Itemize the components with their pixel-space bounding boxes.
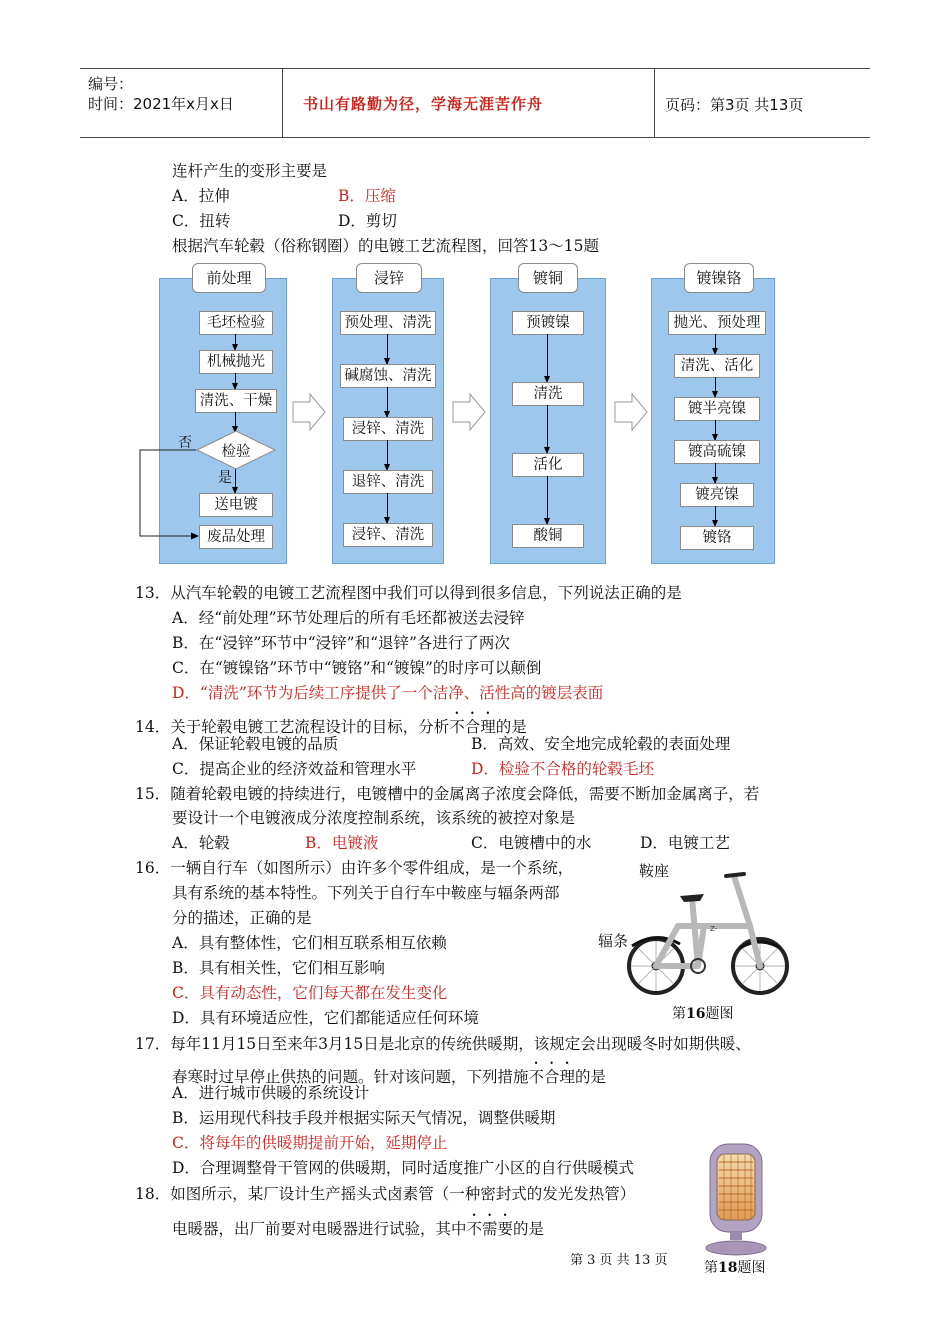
q15-option-b: B．电镀液 xyxy=(305,834,379,852)
q12-option-c: C．扭转 xyxy=(172,212,231,230)
q12-option-b: B．压缩 xyxy=(338,187,396,205)
nickel-step-2: 清洗、活化 xyxy=(674,354,760,378)
nickel-step-4: 镀高硫镍 xyxy=(674,440,760,464)
q14-option-a: A．保证轮毂电镀的品质 xyxy=(172,735,339,753)
bicycle-image xyxy=(618,868,790,1000)
q13-option-b: B．在“浸锌”环节中“浸锌”和“退锌”各进行了两次 xyxy=(172,634,510,652)
halogen-heater-image xyxy=(702,1140,770,1258)
q16-stem-line2: 具有系统的基本特性。下列关于自行车中鞍座与辐条两部 xyxy=(172,884,560,902)
nickel-step-3: 镀半亮镍 xyxy=(674,397,760,421)
q16-option-c: C．具有动态性，它们每天都在发生变化 xyxy=(172,984,448,1002)
q17-option-d: D．合理调整骨干管网的供暖期，同时适度推广小区的自行供暖模式 xyxy=(172,1159,634,1177)
q17-stem-line1: 17．每年11月15日至来年3月15日是北京的传统供暖期，该规定会出现暖冬时如期供暖、 xyxy=(135,1035,751,1053)
pretreat-step-3: 清洗、干燥 xyxy=(195,389,277,413)
pretreat-step-5: 送电镀 xyxy=(199,493,273,517)
q16-option-a: A．具有整体性，它们相互联系相互依赖 xyxy=(172,934,447,952)
q14-option-b: B．高效、安全地完成轮毂的表面处理 xyxy=(471,735,731,753)
stage-arrow-icon xyxy=(614,392,648,432)
copper-step-4: 酸铜 xyxy=(512,524,584,548)
q17-emphasis: 不合理 xyxy=(528,1068,576,1086)
q13-option-d: D．“清洗”环节为后续工序提供了一个洁净、活性高的镀层表面 xyxy=(172,684,604,702)
q14-stem: 14．关于轮毂电镀工艺流程设计的目标，分析不合理的是 xyxy=(135,718,527,736)
copper-step-2: 清洗 xyxy=(512,382,584,406)
q12-option-d: D．剪切 xyxy=(338,212,397,230)
pretreat-step-4: 检验 xyxy=(221,444,251,460)
header-motto: 书山有路勤为径，学海无涯苦作舟 xyxy=(303,95,544,113)
q13-stem: 13．从汽车轮毂的电镀工艺流程图中我们可以得到很多信息，下列说法正确的是 xyxy=(135,584,682,602)
q15-option-c: C．电镀槽中的水 xyxy=(471,834,592,852)
copper-step-1: 预镀镍 xyxy=(512,311,584,335)
q15-stem-line2: 要设计一个电镀液成分浓度控制系统，该系统的被控对象是 xyxy=(172,809,576,827)
q18-stem-line2: 电暖器，出厂前要对电暖器进行试验，其中不需要的是 xyxy=(172,1220,545,1238)
yes-label: 是 xyxy=(218,470,232,486)
stage-arrow-icon xyxy=(452,392,486,432)
q16-option-b: B．具有相关性，它们相互影响 xyxy=(172,959,385,977)
q15-stem-line1: 15．随着轮毂电镀的持续进行，电镀槽中的金属离子浓度会降低，需要不断加金属离子，若 xyxy=(135,785,760,803)
reject-path-arrow xyxy=(135,446,201,542)
figure-16-caption: 第16题图 xyxy=(672,1006,734,1022)
zinc-step-1: 预处理、清洗 xyxy=(340,311,436,335)
q12-stem-end: 连杆产生的变形主要是 xyxy=(172,162,328,180)
q13-option-c: C．在“镀镍铬”环节中“镀铬”和“镀镍”的时序可以颠倒 xyxy=(172,659,542,677)
q18-emphasis: 不需要 xyxy=(466,1220,514,1238)
q17-stem-line2: 春寒时过早停止供热的问题。针对该问题，下列措施不合理的是 xyxy=(172,1068,607,1086)
q14-option-d: D．检验不合格的轮毂毛坯 xyxy=(471,760,654,778)
page-footer: 第 3 页 共 13 页 xyxy=(570,1253,668,1268)
date-label: 时间：2021年x月x日 xyxy=(88,95,234,113)
q14-emphasis: 不合理 xyxy=(449,718,496,736)
zinc-step-5: 浸锌、清洗 xyxy=(343,523,433,547)
stage-arrow-icon xyxy=(292,392,326,432)
copper-step-3: 活化 xyxy=(512,453,584,477)
zinc-title: 浸锌 xyxy=(356,263,422,293)
q15-option-d: D．电镀工艺 xyxy=(640,834,730,852)
flowchart-prompt: 根据汽车轮毂（俗称钢圈）的电镀工艺流程图，回答13～15题 xyxy=(172,237,599,255)
pretreat-title: 前处理 xyxy=(192,263,266,293)
pretreat-step-2: 机械抛光 xyxy=(199,350,273,374)
figure-18-caption: 第18题图 xyxy=(704,1260,766,1276)
zinc-step-3: 浸锌、清洗 xyxy=(343,417,433,441)
q14-option-c: C．提高企业的经济效益和管理水平 xyxy=(172,760,417,778)
q13-option-a: A．经“前处理”环节处理后的所有毛坯都被送去浸锌 xyxy=(172,609,525,627)
q16-stem-line1: 16．一辆自行车（如图所示）由许多个零件组成，是一个系统， xyxy=(135,859,574,877)
q17-option-a: A．进行城市供暖的系统设计 xyxy=(172,1084,370,1102)
copper-title: 镀铜 xyxy=(518,263,578,293)
saddle-label: 鞍座 xyxy=(639,862,670,880)
nickel-step-1: 抛光、预处理 xyxy=(668,311,766,335)
q16-option-d: D．具有环境适应性，它们都能适应任何环境 xyxy=(172,1009,479,1027)
q16-stem-line3: 分的描述，正确的是 xyxy=(172,909,312,927)
page-header xyxy=(80,68,870,138)
q17-option-c: C．将每年的供暖期提前开始，延期停止 xyxy=(172,1134,448,1152)
q12-option-a: A．拉伸 xyxy=(172,187,230,205)
page-number-label: 页码：第3页 共13页 xyxy=(665,96,804,114)
pretreat-step-6: 废品处理 xyxy=(199,525,273,549)
svg-text:Z-: Z- xyxy=(710,925,718,933)
number-label: 编号： xyxy=(88,75,134,93)
no-label: 否 xyxy=(178,435,192,451)
zinc-step-2: 碱腐蚀、清洗 xyxy=(340,364,436,388)
pretreat-step-1: 毛坯检验 xyxy=(199,311,273,335)
q18-stem-line1: 18．如图所示，某厂设计生产摇头式卤素管（一种密封式的发光发热管） xyxy=(135,1185,636,1203)
zinc-step-4: 退锌、清洗 xyxy=(343,470,433,494)
nickel-chrome-title: 镀镍铬 xyxy=(684,263,754,293)
q17-option-b: B．运用现代科技手段并根据实际天气情况，调整供暖期 xyxy=(172,1109,556,1127)
q15-option-a: A．轮毂 xyxy=(172,834,230,852)
nickel-step-5: 镀亮镍 xyxy=(680,483,754,507)
nickel-step-6: 镀铬 xyxy=(680,526,754,550)
spokes-label: 辐条 xyxy=(598,932,629,950)
